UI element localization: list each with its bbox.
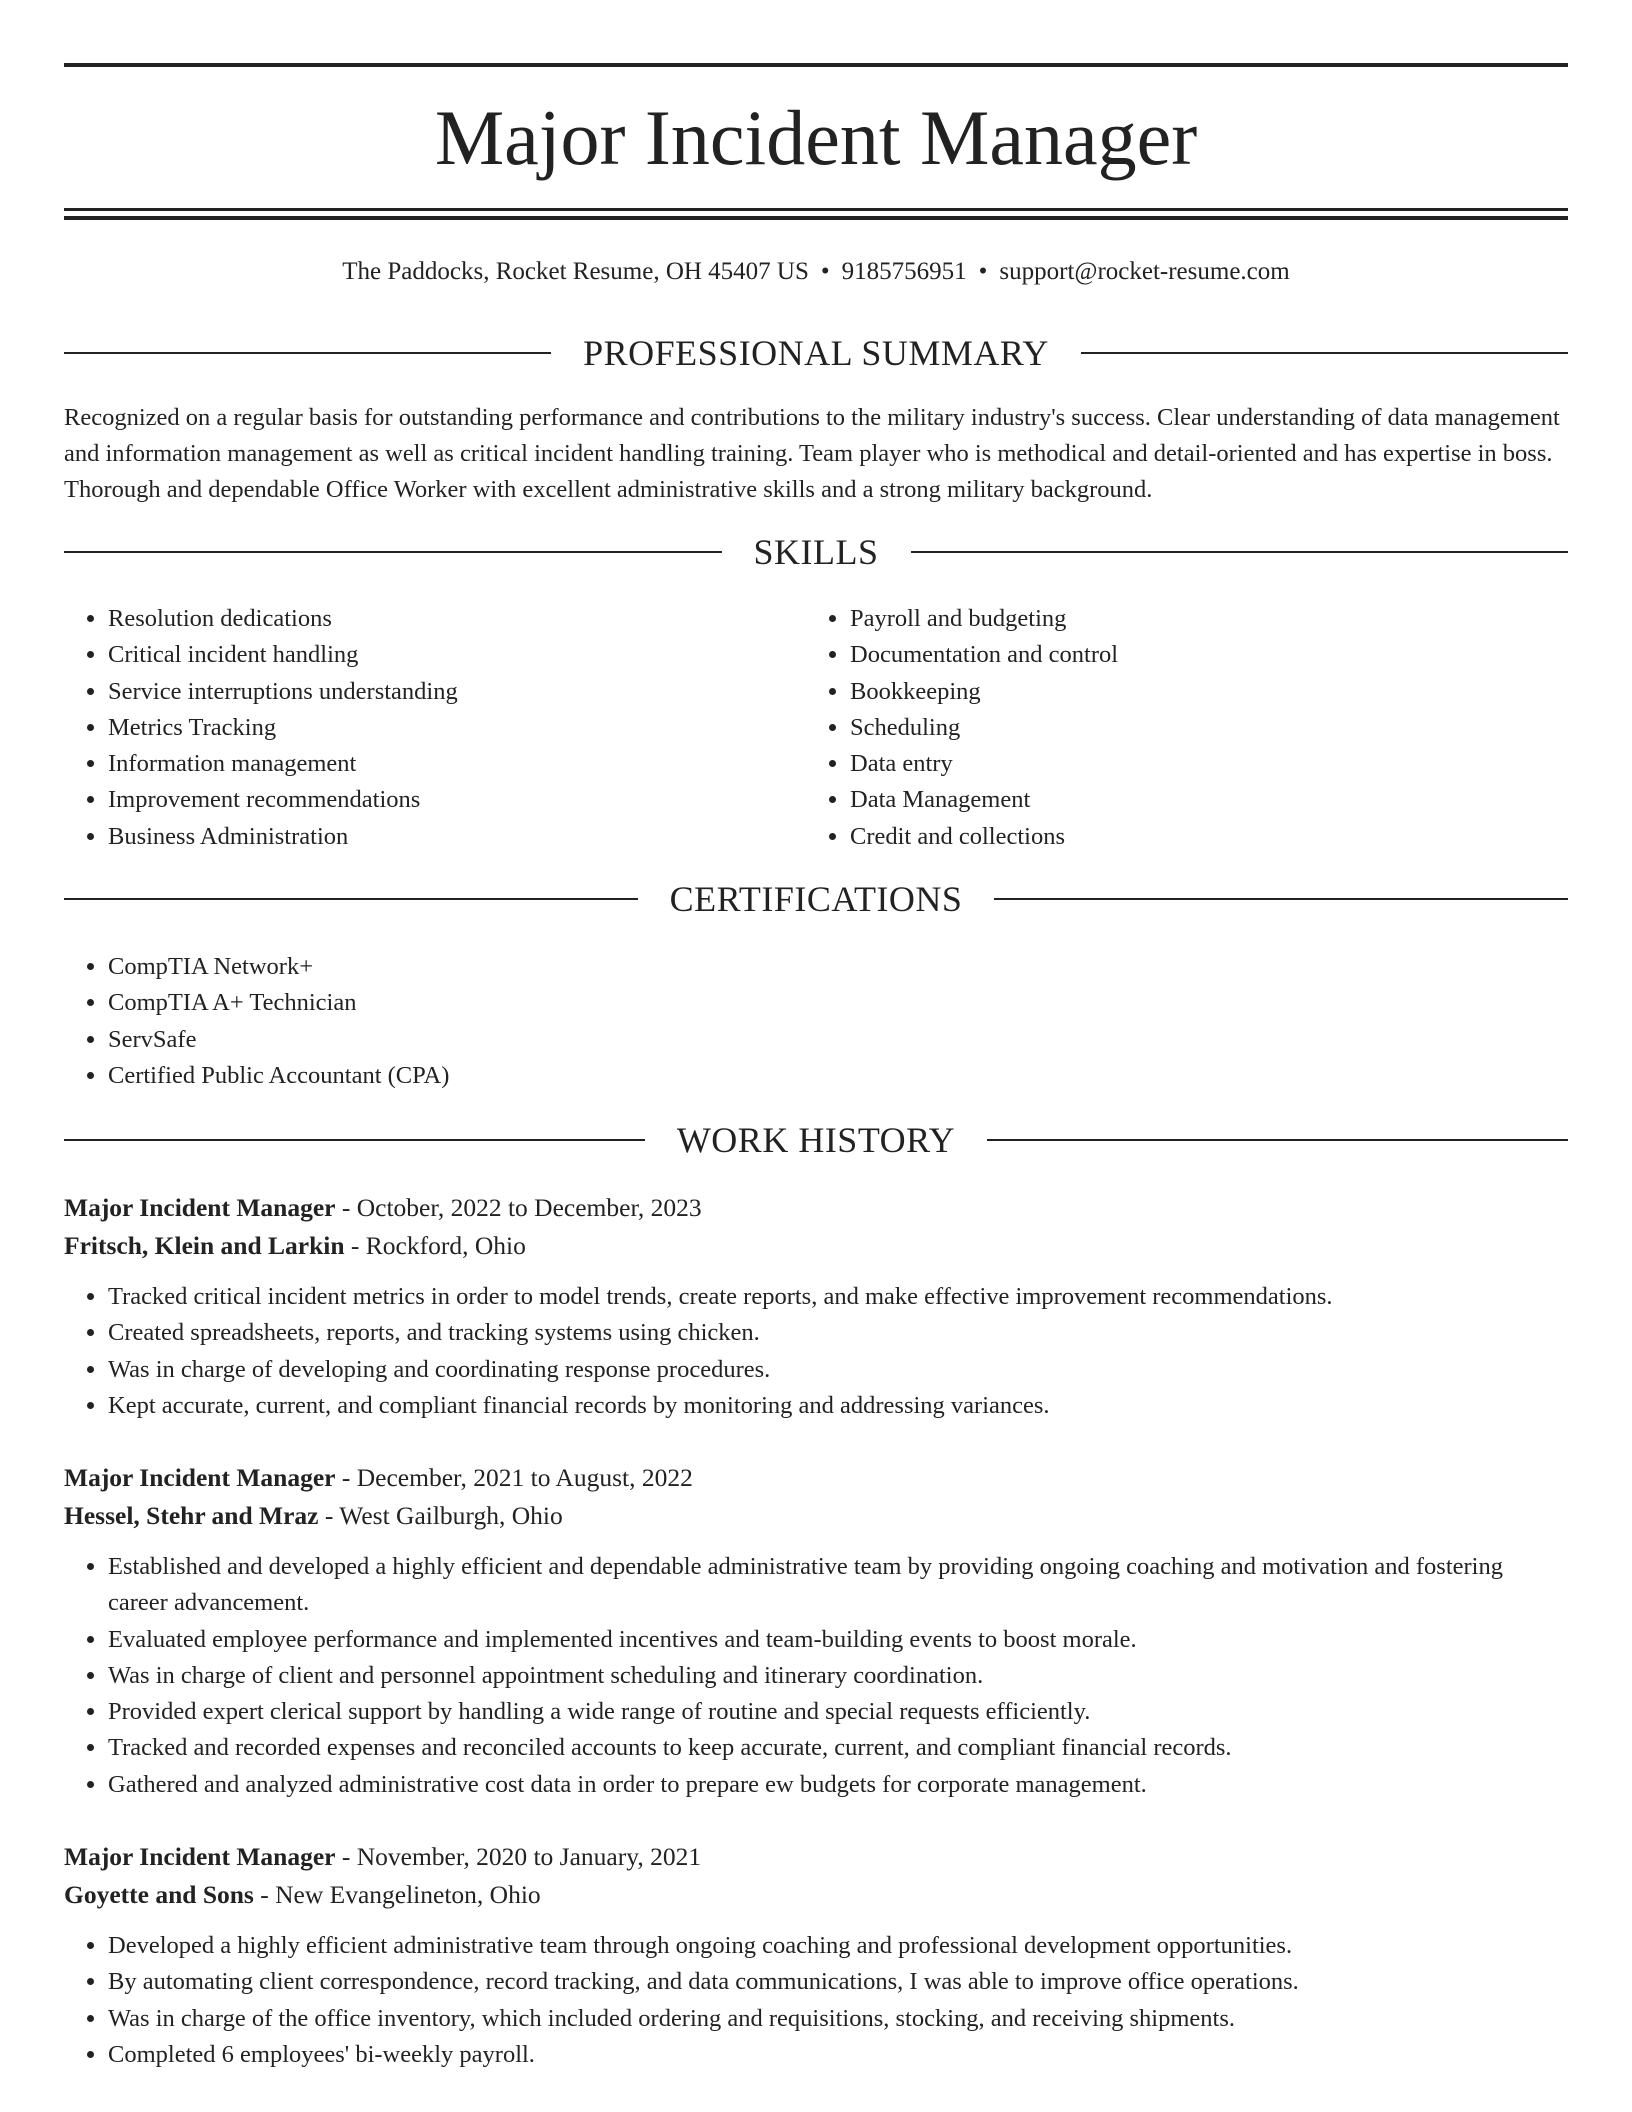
- title-rule-lower: [64, 216, 1568, 220]
- certification-item: • CompTIA A+ Technician: [108, 985, 1568, 1021]
- skill-item: • Service interruptions understanding: [108, 674, 806, 710]
- job-bullet: • Established and developed a highly efficient and dependable administrative team by providing ongoing coaching and motivation and fostering career advancement.: [108, 1549, 1568, 1622]
- job-company-line: [64, 1227, 1568, 1265]
- job-location: - New Evangelineton, Ohio: [253, 1880, 541, 1909]
- certifications-block: [64, 949, 1568, 1094]
- job-bullets: [64, 1279, 1568, 1424]
- job-bullet: • Was in charge of the office inventory, which included ordering and requisitions, stocking, and receiving shipments.: [108, 2001, 1568, 2037]
- job-bullet: • Completed 6 employees' bi-weekly payroll.: [108, 2037, 1568, 2073]
- job-dates: - November, 2020 to January, 2021: [335, 1842, 702, 1871]
- job-company-line: [64, 1497, 1568, 1535]
- job-company: Goyette and Sons: [64, 1880, 254, 1909]
- work-history-heading-label: WORK HISTORY: [676, 1120, 956, 1160]
- certifications-list: [64, 949, 1568, 1094]
- job-company: Fritsch, Klein and Larkin: [64, 1231, 345, 1260]
- skills-list-left: [64, 601, 806, 855]
- job-bullet: • Developed a highly efficient administrative team through ongoing coaching and professional development opportunities.: [108, 1928, 1568, 1964]
- skill-item: • Scheduling: [850, 710, 1568, 746]
- contact-phone: 9185756951: [841, 258, 967, 285]
- skill-item: • Documentation and control: [850, 637, 1568, 673]
- heading-rule-right: [994, 898, 1568, 900]
- job-entry: [64, 1189, 1568, 1424]
- skill-item: • Data Management: [850, 782, 1568, 818]
- job-bullets: [64, 1549, 1568, 1803]
- job-entry: [64, 1459, 1568, 1803]
- job-bullet: • Created spreadsheets, reports, and tracking systems using chicken.: [108, 1315, 1568, 1351]
- skill-item: • Information management: [108, 746, 806, 782]
- job-location: - Rockford, Ohio: [344, 1231, 526, 1260]
- certification-item: • ServSafe: [108, 1022, 1568, 1058]
- skill-item: • Payroll and budgeting: [850, 601, 1568, 637]
- certification-item: • CompTIA Network+: [108, 949, 1568, 985]
- skills-column-right: [806, 601, 1568, 855]
- title-rule-upper: [64, 208, 1568, 211]
- skills-heading-label: SKILLS: [753, 532, 879, 572]
- heading-rule-left: [64, 551, 722, 553]
- contact-address: The Paddocks, Rocket Resume, OH 45407 US: [342, 258, 809, 285]
- skill-item: • Bookkeeping: [850, 674, 1568, 710]
- job-bullet: • Tracked critical incident metrics in order to model trends, create reports, and make effective improvement recommendations.: [108, 1279, 1568, 1315]
- contact-line: [64, 252, 1568, 292]
- heading-rule-right: [911, 551, 1569, 553]
- certification-item: • Certified Public Accountant (CPA): [108, 1058, 1568, 1094]
- skills-heading: [64, 530, 1568, 574]
- job-bullet: • Gathered and analyzed administrative cost data in order to prepare ew budgets for corporate management.: [108, 1767, 1568, 1803]
- skill-item: • Business Administration: [108, 819, 806, 855]
- job-title: Major Incident Manager: [64, 1193, 336, 1222]
- job-entry: [64, 1838, 1568, 2073]
- job-title: Major Incident Manager: [64, 1842, 336, 1871]
- heading-rule-right: [1081, 352, 1568, 354]
- top-rule: [64, 63, 1568, 67]
- skills-list-right: [806, 601, 1568, 855]
- skill-item: • Critical incident handling: [108, 637, 806, 673]
- job-title-line: [64, 1189, 1568, 1227]
- job-title-line: [64, 1838, 1568, 1876]
- job-bullet: • Provided expert clerical support by handling a wide range of routine and special requests efficiently.: [108, 1694, 1568, 1730]
- job-bullets: [64, 1928, 1568, 2073]
- job-bullet: • Kept accurate, current, and compliant financial records by monitoring and addressing variances.: [108, 1388, 1568, 1424]
- resume-title: Major Incident Manager: [434, 94, 1198, 181]
- job-location: - West Gailburgh, Ohio: [318, 1501, 563, 1530]
- job-title: Major Incident Manager: [64, 1463, 336, 1492]
- job-bullet: • By automating client correspondence, record tracking, and data communications, I was able to improve office operations.: [108, 1964, 1568, 2000]
- certifications-heading: [64, 877, 1568, 921]
- job-bullet: • Tracked and recorded expenses and reconciled accounts to keep accurate, current, and compliant financial records.: [108, 1730, 1568, 1766]
- heading-rule-right: [987, 1139, 1568, 1141]
- heading-rule-left: [64, 1139, 645, 1141]
- skill-item: • Credit and collections: [850, 819, 1568, 855]
- skill-item: • Resolution dedications: [108, 601, 806, 637]
- job-company: Hessel, Stehr and Mraz: [64, 1501, 319, 1530]
- summary-text: Recognized on a regular basis for outstanding performance and contributions to the military industry's success. Clear understanding of data management and information management as well as critical incident handling training. Team player who is methodical and detail-oriented and has expertise in boss. Thorough and dependable Office Worker with excellent administrative skills and a strong military background.: [64, 404, 1560, 503]
- job-title-line: [64, 1459, 1568, 1497]
- skill-item: • Metrics Tracking: [108, 710, 806, 746]
- summary-heading: [64, 331, 1568, 375]
- skill-item: • Data entry: [850, 746, 1568, 782]
- job-dates: - October, 2022 to December, 2023: [335, 1193, 702, 1222]
- heading-rule-left: [64, 898, 638, 900]
- job-bullet: • Evaluated employee performance and implemented incentives and team-building events to boost morale.: [108, 1622, 1568, 1658]
- skill-item: • Improvement recommendations: [108, 782, 806, 818]
- contact-separator: •: [820, 258, 830, 285]
- job-bullet: • Was in charge of developing and coordinating response procedures.: [108, 1352, 1568, 1388]
- contact-separator: •: [978, 258, 988, 285]
- heading-rule-left: [64, 352, 551, 354]
- skills-column-left: [64, 601, 806, 855]
- contact-email: support@rocket-resume.com: [999, 258, 1290, 285]
- job-bullet: • Was in charge of client and personnel appointment scheduling and itinerary coordination.: [108, 1658, 1568, 1694]
- job-company-line: [64, 1876, 1568, 1914]
- certifications-heading-label: CERTIFICATIONS: [669, 879, 963, 919]
- work-history-heading: [64, 1118, 1568, 1162]
- job-dates: - December, 2021 to August, 2022: [335, 1463, 693, 1492]
- summary-heading-label: PROFESSIONAL SUMMARY: [583, 333, 1049, 373]
